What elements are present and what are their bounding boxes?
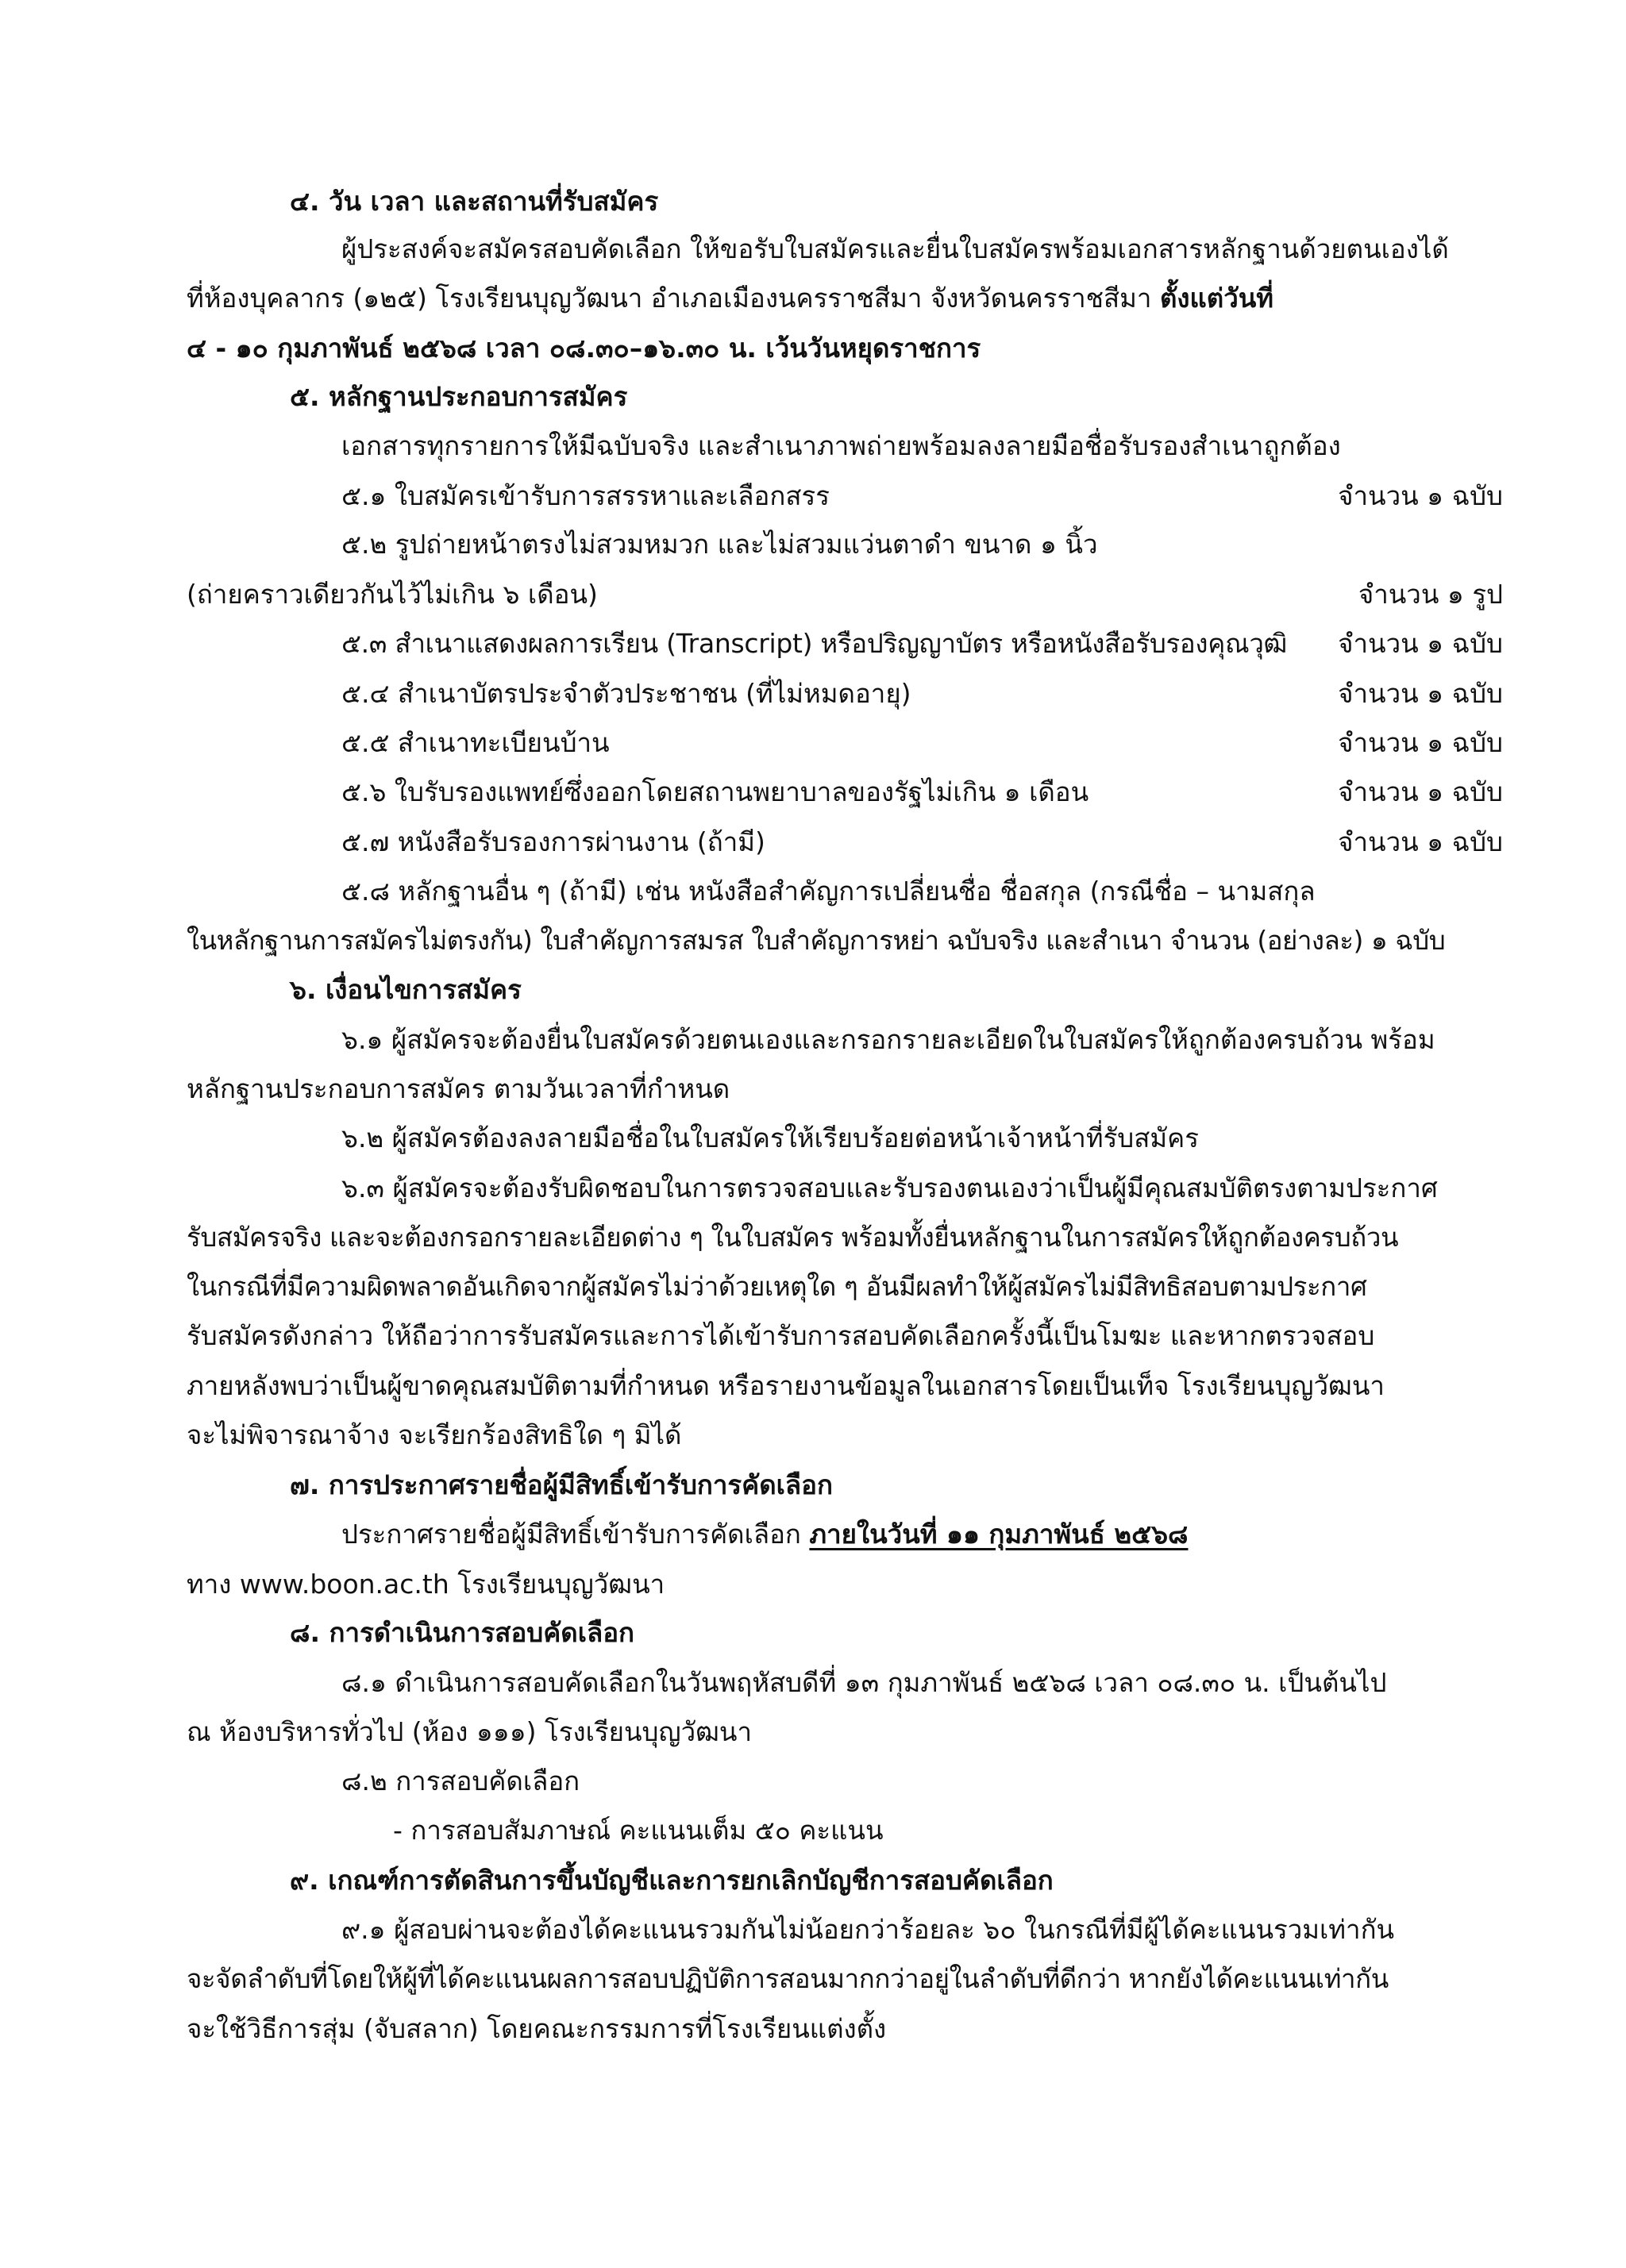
- document-item: ๕.๒ รูปถ่ายหน้าตรงไม่สวมหมวก และไม่สวมแว่นตาดำ ขนาด ๑ นิ้ว: [341, 529, 1098, 560]
- condition-line: ๖.๓ ผู้สมัครจะต้องรับผิดชอบในการตรวจสอบและรับรองตนเองว่าเป็นผู้มีคุณสมบัติตรงตามประกาศ: [341, 1173, 1438, 1203]
- document-item: ๕.๕ สำเนาทะเบียนบ้าน: [341, 727, 610, 758]
- exam-subitem: - การสอบสัมภาษณ์ คะแนนเต็ม ๕๐ คะแนน: [393, 1815, 884, 1846]
- section-5-intro: เอกสารทุกรายการให้มีฉบับจริง และสำเนาภาพถ่ายพร้อมลงลายมือชื่อรับรองสำเนาถูกต้อง: [341, 430, 1341, 461]
- document-item-quantity: จำนวน ๑ ฉบับ: [1338, 480, 1503, 511]
- document-item-quantity: จำนวน ๑ ฉบับ: [1338, 776, 1503, 807]
- application-start-label: ตั้งแต่วันที่: [1159, 283, 1274, 314]
- criteria-line: จะจัดลำดับที่โดยให้ผู้ที่ได้คะแนนผลการสอบปฏิบัติการสอนมากกว่าอยู่ในลำดับที่ดีกว่า หากยังได้คะแนนเท่ากัน: [187, 1963, 1389, 1994]
- criteria-line: จะใช้วิธีการสุ่ม (จับสลาก) โดยคณะกรรมการที่โรงเรียนแต่งตั้ง: [187, 2013, 887, 2044]
- section-9-heading: ๙. เกณฑ์การตัดสินการขึ้นบัญชีและการยกเลิกบัญชีการสอบคัดเลือก: [290, 1865, 1054, 1896]
- announcement-line: ประกาศรายชื่อผู้มีสิทธิ์เข้ารับการคัดเลือก ภายในวันที่ ๑๑ กุมภาพันธ์ ๒๕๖๘: [341, 1519, 1189, 1550]
- document-item-quantity: จำนวน ๑ ฉบับ: [1338, 826, 1503, 857]
- announcement-date: ภายในวันที่ ๑๑ กุมภาพันธ์ ๒๕๖๘: [809, 1519, 1189, 1550]
- exam-item: ๘.๒ การสอบคัดเลือก: [341, 1765, 580, 1796]
- section-4-para-line: ๔ - ๑๐ กุมภาพันธ์ ๒๕๖๘ เวลา ๐๘.๓๐–๑๖.๓๐ น. เว้นวันหยุดราชการ: [187, 333, 981, 364]
- condition-line: ในกรณีที่มีความผิดพลาดอันเกิดจากผู้สมัครไม่ว่าด้วยเหตุใด ๆ อันมีผลทำให้ผู้สมัครไม่มีสิทธิสอบตามประกาศ: [187, 1271, 1367, 1302]
- exam-item-continued: ณ ห้องบริหารทั่วไป (ห้อง ๑๑๑) โรงเรียนบุญวัฒนา: [187, 1716, 752, 1747]
- document-item-quantity: จำนวน ๑ รูป: [1358, 579, 1503, 610]
- document-item: ๕.๑ ใบสมัครเข้ารับการสรรหาและเลือกสรร: [341, 480, 830, 511]
- section-4-para-line: ผู้ประสงค์จะสมัครสอบคัดเลือก ให้ขอรับใบสมัครและยื่นใบสมัครพร้อมเอกสารหลักฐานด้วยตนเองได้: [341, 233, 1449, 264]
- document-item-quantity: จำนวน ๑ ฉบับ: [1338, 727, 1503, 758]
- announcement-website-line: ทาง www.boon.ac.th โรงเรียนบุญวัฒนา: [187, 1569, 665, 1600]
- section-7-heading: ๗. การประกาศรายชื่อผู้มีสิทธิ์เข้ารับการคัดเลือก: [290, 1469, 833, 1500]
- document-item-note: (ถ่ายคราวเดียวกันไว้ไม่เกิน ๖ เดือน): [187, 579, 598, 610]
- exam-item: ๘.๑ ดำเนินการสอบคัดเลือกในวันพฤหัสบดีที่ ๑๓ กุมภาพันธ์ ๒๕๖๘ เวลา ๐๘.๓๐ น. เป็นต้นไป: [341, 1667, 1387, 1698]
- condition-line: รับสมัครจริง และจะต้องกรอกรายละเอียดต่าง ๆ ในใบสมัคร พร้อมทั้งยื่นหลักฐานในการสมัครให้ถูกต้องครบถ้วน: [187, 1222, 1399, 1253]
- document-item: ๕.๖ ใบรับรองแพทย์ซึ่งออกโดยสถานพยาบาลของรัฐไม่เกิน ๑ เดือน: [341, 776, 1089, 807]
- condition-line: หลักฐานประกอบการสมัคร ตามวันเวลาที่กำหนด: [187, 1073, 730, 1104]
- document-item: ๕.๔ สำเนาบัตรประจำตัวประชาชน (ที่ไม่หมดอายุ): [341, 678, 911, 709]
- document-item-continued: ในหลักฐานการสมัครไม่ตรงกัน) ใบสำคัญการสมรส ใบสำคัญการหย่า ฉบับจริง และสำเนา จำนวน (อย่างละ) ๑ ฉบับ: [187, 925, 1446, 956]
- condition-line: จะไม่พิจารณาจ้าง จะเรียกร้องสิทธิใด ๆ มิได้: [187, 1419, 682, 1450]
- condition-line: ๖.๑ ผู้สมัครจะต้องยื่นใบสมัครด้วยตนเองและกรอกรายละเอียดในใบสมัครให้ถูกต้องครบถ้วน พร้อม: [341, 1024, 1435, 1055]
- section-5-heading: ๕. หลักฐานประกอบการสมัคร: [290, 381, 628, 412]
- condition-line: ๖.๒ ผู้สมัครต้องลงลายมือชื่อในใบสมัครให้เรียบร้อยต่อหน้าเจ้าหน้าที่รับสมัคร: [341, 1122, 1199, 1153]
- section-8-heading: ๘. การดำเนินการสอบคัดเลือก: [290, 1617, 635, 1648]
- document-item: ๕.๓ สำเนาแสดงผลการเรียน (Transcript) หรือปริญญาบัตร หรือหนังสือรับรองคุณวุฒิ: [341, 628, 1288, 659]
- condition-line: ภายหลังพบว่าเป็นผู้ขาดคุณสมบัติตามที่กำหนด หรือรายงานข้อมูลในเอกสารโดยเป็นเท็จ โรงเรียนบุญวัฒนา: [187, 1370, 1385, 1401]
- document-item-quantity: จำนวน ๑ ฉบับ: [1338, 678, 1503, 709]
- document-item: ๕.๗ หนังสือรับรองการผ่านงาน (ถ้ามี): [341, 826, 765, 857]
- document-item-quantity: จำนวน ๑ ฉบับ: [1338, 628, 1503, 659]
- condition-line: รับสมัครดังกล่าว ให้ถือว่าการรับสมัครและการได้เข้ารับการสอบคัดเลือกครั้งนี้เป็นโมฆะ และหากตรวจสอบ: [187, 1320, 1375, 1351]
- criteria-line: ๙.๑ ผู้สอบผ่านจะต้องได้คะแนนรวมกันไม่น้อยกว่าร้อยละ ๖๐ ในกรณีที่มีผู้ได้คะแนนรวมเท่ากัน: [341, 1914, 1395, 1945]
- section-4-heading: ๔. วัน เวลา และสถานที่รับสมัคร: [290, 186, 659, 217]
- section-4-para-line: ที่ห้องบุคลากร (๑๒๕) โรงเรียนบุญวัฒนา อำเภอเมืองนครราชสีมา จังหวัดนครราชสีมา ตั้งแต่วันที่: [187, 283, 1274, 314]
- document-item: ๕.๘ หลักฐานอื่น ๆ (ถ้ามี) เช่น หนังสือสำคัญการเปลี่ยนชื่อ ชื่อสกุล (กรณีชื่อ – นามสกุล: [341, 876, 1316, 907]
- section-6-heading: ๖. เงื่อนไขการสมัคร: [290, 974, 522, 1005]
